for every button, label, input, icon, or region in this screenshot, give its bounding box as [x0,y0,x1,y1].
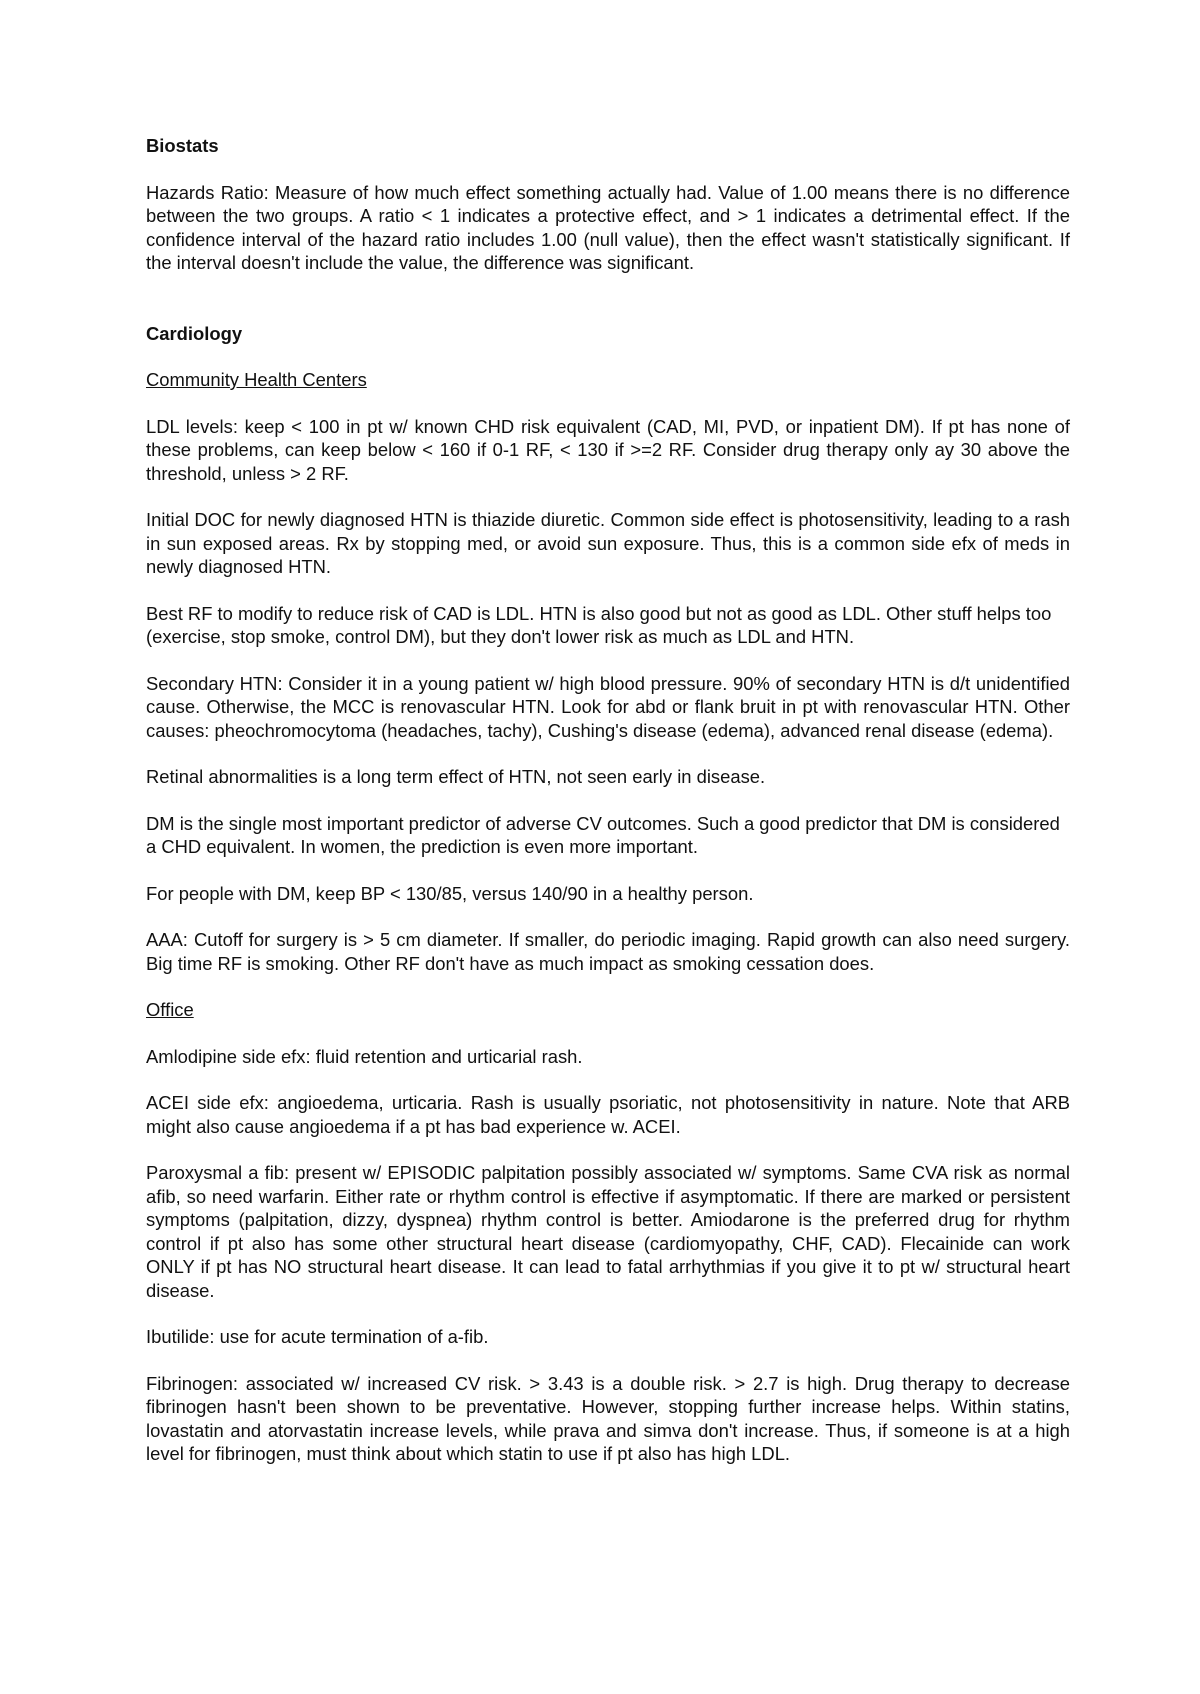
paragraph-initial-doc-htn: Initial DOC for newly diagnosed HTN is thiazide diuretic. Common side effect is photosensitivity, leading to a rash in sun exposed areas. Rx by stopping med, or avoid sun exposure. Thus, this is a common side efx of meds in newly diagnosed HTN. [146,509,1070,577]
section-heading-cardiology: Cardiology [146,322,243,344]
paragraph-secondary-htn: Secondary HTN: Consider it in a young patient w/ high blood pressure. 90% of secondary HTN is d/t unidentified cause. Otherwise, the MCC is renovascular HTN. Look for abd or flank bruit in pt with renovascular HTN. Other causes: pheochromocytoma (headaches, tachy), Cushing's disease (edema), advanced renal disease (edema). [146,672,1070,741]
paragraph-ibutilide: Ibutilide: use for acute termination of a-fib. [146,1326,489,1347]
paragraph-dm-predictor: DM is the single most important predictor of adverse CV outcomes. Such a good predictor that DM is considered a CHD equivalent. In women, the prediction is even more important. [146,812,1060,857]
paragraph-acei: ACEI side efx: angioedema, urticaria. Rash is usually psoriatic, not photosensitivity in nature. Note that ARB might also cause angioedema if a pt has bad experience w. ACEI. [146,1092,1070,1137]
section-heading-biostats: Biostats [146,135,219,156]
paragraph-ldl-levels: LDL levels: keep < 100 in pt w/ known CHD risk equivalent (CAD, MI, PVD, or inpatient DM). If pt has none of these problems, can keep below < 160 if 0-1 RF, < 130 if >=2 RF. Consider drug therapy only ay 30 above the threshold, unless > 2 RF. [146,415,1070,484]
paragraph-retinal-abnormalities: Retinal abnormalities is a long term effect of HTN, not seen early in disease. [146,766,766,787]
paragraph-hazards-ratio: Hazards Ratio: Measure of how much effect something actually had. Value of 1.00 means there is no difference between the two groups. A ratio < 1 indicates a protective effect, and > 1 indicates a detrimental effect. If the confidence interval of the hazard ratio includes 1.00 (null value), then the effect wasn't statistically significant. If the interval doesn't include the value, the difference was significant. [146,181,1070,273]
paragraph-amlodipine: Amlodipine side efx: fluid retention and urticarial rash. [146,1045,583,1067]
paragraph-fibrinogen: Fibrinogen: associated w/ increased CV risk. > 3.43 is a double risk. > 2.7 is high. Drug therapy to decrease fibrinogen hasn't been shown to be preventative. However, stopping further increase helps. Within statins, lovastatin and atorvastatin increase levels, while prava and simva don't increase. Thus, if someone is at a high level for fibrinogen, must think about which statin to use if pt also has high LDL. [146,1372,1070,1464]
section-spacer [146,298,1070,322]
paragraph-paroxysmal-afib: Paroxysmal a fib: present w/ EPISODIC palpitation possibly associated w/ symptoms. Same CVA risk as normal afib, so need warfarin. Either rate or rhythm control is effective if asymptomatic. If there are marked or persistent symptoms (palpitation, dizzy, dyspnea) rhythm control is better. Amiodarone is the preferred drug for rhythm control if pt also has some other structural heart disease (cardiomyopathy, CHF, CAD). Flecainide can work ONLY if pt has NO structural heart disease. It can lead to fatal arrhythmias if you give it to pt w/ structural heart disease. [146,1162,1070,1301]
paragraph-best-rf: Best RF to modify to reduce risk of CAD is LDL. HTN is also good but not as good as LDL. Other stuff helps too (exercise, stop smoke, control DM), but they don't lower risk as much as LDL and HTN. [146,602,1052,647]
paragraph-aaa: AAA: Cutoff for surgery is > 5 cm diameter. If smaller, do periodic imaging. Rapid growth can also need surgery. Big time RF is smoking. Other RF don't have as much impact as smoking cessation does. [146,929,1070,974]
subheading-office: Office [146,999,194,1020]
document-page [146,134,1070,1489]
subheading-community-health-centers: Community Health Centers [146,369,367,390]
paragraph-dm-bp: For people with DM, keep BP < 130/85, versus 140/90 in a healthy person. [146,882,754,904]
